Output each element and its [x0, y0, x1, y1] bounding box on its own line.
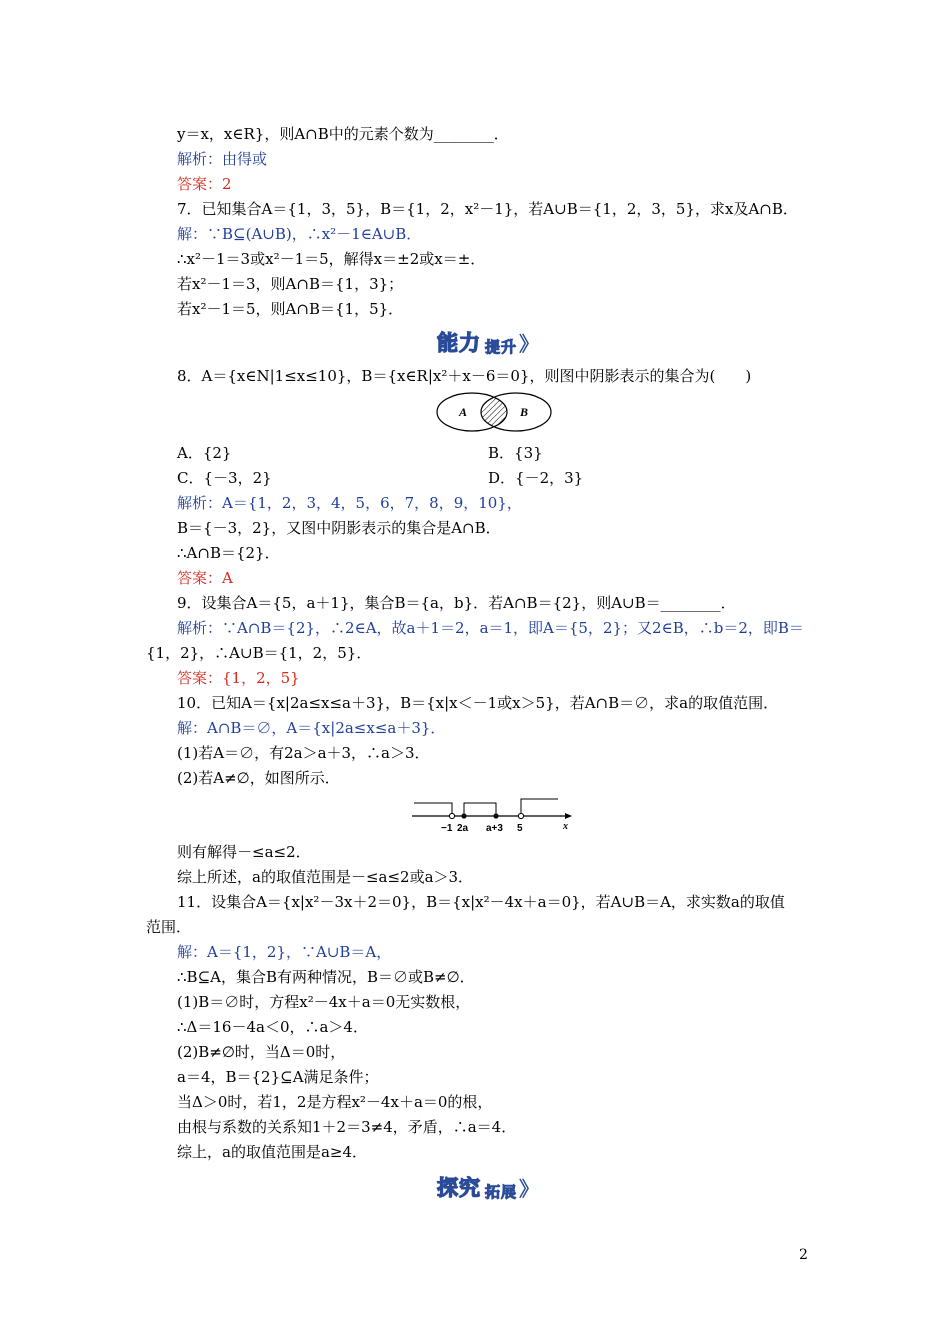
text-line: 范围．	[146, 918, 192, 936]
text-line: A．{2}	[177, 444, 232, 462]
text-line: 解析：由得或	[177, 150, 268, 168]
axis-label: x	[563, 821, 568, 832]
text-line: B．{3}	[488, 444, 543, 462]
text-line: 解：A∩B＝∅，A＝{x|2a≤x≤a＋3}．	[177, 719, 446, 737]
text-line: ∴A∩B＝{2}．	[177, 544, 280, 562]
text-line: a＝4，B＝{2}⊆A满足条件；	[177, 1068, 379, 1086]
text-line: (2)B≠∅时，当Δ＝0时，	[177, 1043, 346, 1061]
text-line: 解：∵B⊆(A∪B)，∴x²－1∈A∪B．	[177, 225, 422, 243]
banner-title: 能力	[437, 331, 481, 355]
tick-label: 5	[517, 823, 523, 834]
text-line: 则有解得－≤a≤2．	[177, 843, 311, 861]
text-line: 10．已知A＝{x|2a≤x≤a＋3}，B＝{x|x＜－1或x＞5}，若A∩B＝∅，求a的取值范围．	[177, 694, 779, 712]
text-line: 解析：∵A∩B＝{2}，∴2∈A，故a＋1＝2，a＝1，即A＝{5，2}；又2∈B，∴b＝2，即B＝	[177, 619, 804, 637]
text-line: 9．设集合A＝{5，a＋1}，集合B＝{a，b}．若A∩B＝{2}，则A∪B＝________．	[177, 594, 736, 612]
text-line: 解：A＝{1，2}，∵A∪B＝A，	[177, 943, 392, 961]
text-line: 8．A＝{x∈N|1≤x≤10}，B＝{x∈R|x²＋x－6＝0}，则图中阴影表示的集合为( )	[177, 367, 752, 385]
text-line: (1)B＝∅时，方程x²－4x＋a＝0无实数根，	[177, 993, 471, 1011]
tick-label: 2a	[457, 823, 469, 834]
number-line-diagram	[408, 795, 578, 835]
text-line: 解析：A＝{1，2，3，4，5，6，7，8，9，10}，	[177, 494, 522, 512]
text-line: B＝{－3，2}，又图中阴影表示的集合是A∩B．	[177, 519, 501, 537]
banner-subtitle: 提升	[485, 338, 518, 356]
section-banner-explore	[437, 1172, 539, 1202]
text-line: ∴Δ＝16－4a＜0，∴a＞4．	[177, 1018, 368, 1036]
banner-title: 探究	[437, 1176, 481, 1200]
tick-label: −1	[441, 823, 453, 834]
venn-label-b: B	[520, 405, 529, 419]
text-line: 若x²－1＝3，则A∩B＝{1，3}；	[177, 275, 404, 293]
text-line: (1)若A＝∅，有2a＞a＋3，∴a＞3．	[177, 744, 430, 762]
text-line: 综上所述，a的取值范围是－≤a≤2或a＞3．	[177, 868, 474, 886]
text-line: 答案：2	[177, 175, 232, 193]
tick-label: a+3	[486, 823, 503, 834]
banner-subtitle: 拓展	[485, 1183, 518, 1201]
text-line: 当Δ＞0时，若1，2是方程x²－4x＋a＝0的根，	[177, 1093, 493, 1111]
text-line: 若x²－1＝5，则A∩B＝{1，5}．	[177, 300, 404, 318]
venn-label-a: A	[459, 405, 468, 419]
text-line: 综上，a的取值范围是a≥4．	[177, 1143, 367, 1161]
text-line: (2)若A≠∅，如图所示．	[177, 769, 340, 787]
page-number: 2	[799, 1247, 808, 1263]
text-line: ∴B⊆A，集合B有两种情况，B＝∅或B≠∅．	[177, 968, 475, 986]
text-line: {1，2}，∴A∪B＝{1，2，5}．	[146, 644, 372, 662]
text-line: D．{－2，3}	[488, 469, 584, 487]
chevron-right-icon: 》	[519, 1177, 540, 1201]
text-line: 7．已知集合A＝{1，3，5}，B＝{1，2，x²－1}，若A∪B＝{1，2，3，5}，求x及A∩B．	[177, 200, 798, 218]
text-line: C．{－3，2}	[177, 469, 272, 487]
text-line: ∴x²－1＝3或x²－1＝5，解得x＝±2或x＝±．	[177, 250, 486, 268]
section-banner-ability	[437, 327, 539, 357]
text-line: 11．设集合A＝{x|x²－3x＋2＝0}，B＝{x|x²－4x＋a＝0}，若A∪B＝A，求实数a的取值	[177, 893, 785, 911]
text-line: 答案：A	[177, 569, 233, 587]
chevron-right-icon: 》	[519, 332, 540, 356]
text-line: 由根与系数的关系知1＋2＝3≠4，矛盾，∴a＝4．	[177, 1118, 517, 1136]
venn-diagram	[434, 392, 554, 436]
text-line: 答案：{1，2，5}	[177, 669, 300, 687]
text-line: y＝x，x∈R}，则A∩B中的元素个数为________．	[177, 125, 509, 143]
